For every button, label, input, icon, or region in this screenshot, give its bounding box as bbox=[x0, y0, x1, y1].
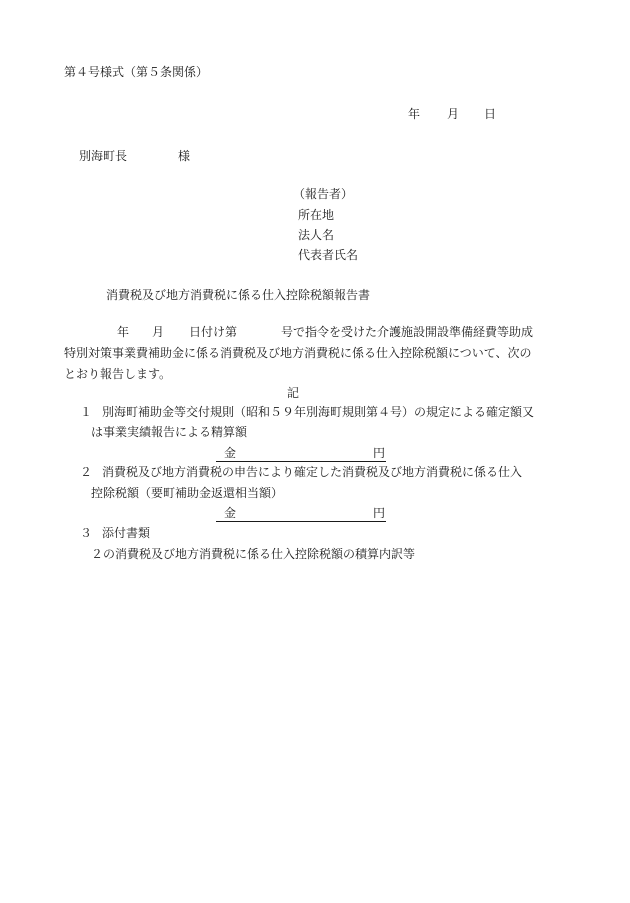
body-line3-text: とおり報告します。 bbox=[64, 367, 172, 381]
form-number: 第４号様式（第５条関係） bbox=[64, 65, 209, 79]
attachments-label: 添付書類 bbox=[102, 526, 151, 540]
attachments-detail: ２の消費税及び地方消費税に係る仕入控除税額の積算内訳等 bbox=[91, 547, 416, 561]
reporter-representative-label: 代表者氏名 bbox=[298, 248, 359, 262]
item-text: 控除税額（要町補助金返還相当額） bbox=[91, 486, 284, 500]
body-month-label: 月 bbox=[152, 325, 165, 339]
amount-kin-label: 金 bbox=[224, 446, 237, 460]
addressee-honorific: 様 bbox=[178, 149, 191, 163]
item-number: ２ bbox=[80, 465, 93, 479]
amount-kin-label: 金 bbox=[224, 506, 237, 520]
body-dated-label: 日付け第 bbox=[189, 325, 238, 339]
body-year-label: 年 bbox=[117, 325, 130, 339]
document-title: 消費税及び地方消費税に係る仕入控除税額報告書 bbox=[106, 288, 371, 302]
reporter-address-label: 所在地 bbox=[298, 208, 335, 222]
reporter-label: （報告者） bbox=[293, 187, 354, 201]
amount-yen-label: 円 bbox=[373, 506, 386, 520]
date-year-label: 年 bbox=[408, 107, 421, 121]
addressee-name: 別海町長 bbox=[79, 149, 128, 163]
item-number: １ bbox=[80, 405, 93, 419]
item-text: 別海町補助金等交付規則（昭和５９年別海町規則第４号）の規定による確定額又 bbox=[102, 405, 535, 419]
item-text: 消費税及び地方消費税の申告により確定した消費税及び地方消費税に係る仕入 bbox=[102, 465, 523, 479]
date-month-label: 月 bbox=[447, 107, 460, 121]
amount-underline bbox=[216, 461, 386, 462]
item-number: ３ bbox=[80, 526, 93, 540]
body-line1-text: 号で指令を受けた介護施設開設準備経費等助成 bbox=[281, 325, 534, 339]
item-text: は事業実績報告による精算額 bbox=[91, 425, 248, 439]
ki-heading: 記 bbox=[287, 386, 300, 400]
amount-yen-label: 円 bbox=[373, 446, 386, 460]
reporter-corporation-label: 法人名 bbox=[298, 228, 335, 242]
date-day-label: 日 bbox=[484, 107, 497, 121]
body-line2-text: 特別対策事業費補助金に係る消費税及び地方消費税に係る仕入控除税額について、次の bbox=[64, 346, 532, 360]
amount-underline bbox=[216, 521, 386, 522]
